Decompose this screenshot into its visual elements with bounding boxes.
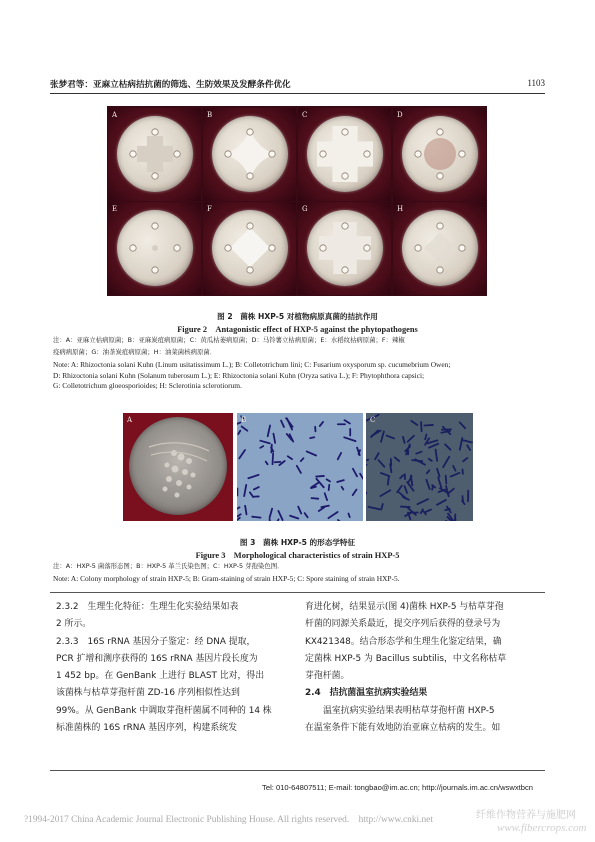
antagonist-dot: [269, 245, 275, 251]
bacterial-rod: [427, 458, 433, 463]
pathogen-colony: [152, 245, 158, 251]
bacterial-rod: [272, 433, 276, 444]
bacterial-rod: [380, 472, 391, 477]
antagonist-dot: [247, 173, 253, 179]
pathogen-colony: [230, 228, 270, 268]
bacterial-rod: [347, 512, 351, 518]
panel-label: C: [302, 111, 308, 119]
antagonist-dot: [437, 223, 443, 229]
bacterial-rod: [319, 421, 325, 428]
body-line: 2 所示。: [56, 619, 92, 630]
bacterial-rod: [441, 520, 448, 521]
bacterial-rod: [424, 508, 432, 513]
running-head-title: 张梦君等：亚麻立枯病拮抗菌的筛选、生防效果及发酵条件优化: [50, 80, 291, 90]
antagonist-dot: [459, 151, 465, 157]
bacterial-rod: [461, 469, 463, 475]
panel-label: C: [370, 416, 376, 424]
bacterial-rod: [238, 449, 246, 460]
figure-3-note-en: Note: A: Colony morphology of strain HXP-5; B: Gram-staining of strain HXP-5; C: Spore staining of strain HXP-5.: [53, 574, 400, 583]
figure-2-note-en-line: Note: A: Rhizoctonia solani Kuhn (Linum usitatissimum L.); B: Colletotrichum lini; C: Fusarium oxysporum sp. cucumebrium Owen;: [53, 360, 451, 369]
figure-3-caption-en: Figure 3 Morphological characteristics of strain HXP-5: [195, 551, 400, 560]
bacterial-rod: [296, 465, 303, 475]
footer-rule: [50, 770, 545, 771]
bacterial-rod: [377, 459, 385, 468]
bacterial-rod: [442, 455, 451, 468]
bacterial-rod: [402, 436, 406, 444]
bacterial-rod: [366, 463, 368, 468]
bacterial-rod: [379, 489, 391, 497]
bacterial-rod: [337, 452, 343, 461]
petri-dish: [307, 116, 383, 192]
spore-stain-rods: [366, 413, 473, 521]
bacterial-rod: [272, 453, 275, 466]
antagonist-dot: [437, 173, 443, 179]
bacterial-rod: [398, 491, 407, 500]
bacterial-rod: [259, 440, 271, 445]
bacterial-rod: [393, 456, 400, 462]
bacterial-rod: [303, 512, 309, 519]
bacterial-rod: [435, 449, 439, 462]
bacterial-rod: [436, 468, 441, 478]
header-rule: [50, 93, 545, 94]
antagonist-dot: [415, 151, 421, 157]
petri-dish: [402, 116, 478, 192]
antagonist-dot: [174, 245, 180, 251]
antagonist-dot: [320, 151, 326, 157]
bacterial-rod: [462, 457, 469, 463]
gram-stain-rods: [237, 413, 363, 521]
section-rule: [50, 592, 545, 593]
antagonist-dot: [247, 267, 253, 273]
body-right-column: [305, 599, 545, 737]
body-line: 1 452 bp。在 GenBank 上进行 BLAST 比对，得出: [56, 671, 265, 682]
antagonist-dot: [342, 129, 348, 135]
petri-dish: [117, 116, 193, 192]
bacterial-rod: [359, 472, 363, 480]
bacterial-rod: [249, 491, 255, 498]
bacterial-rod: [420, 421, 422, 432]
bacterial-rod: [297, 505, 302, 514]
panel-label: B: [207, 111, 213, 119]
bacterial-rod: [449, 472, 460, 478]
bacterial-rod: [374, 452, 380, 461]
bacterial-rod: [274, 461, 282, 463]
bacterial-rod: [337, 519, 345, 521]
antagonist-dot: [342, 267, 348, 273]
antagonist-dot: [342, 173, 348, 179]
bacterial-rod: [366, 458, 369, 462]
bacterial-rod: [349, 428, 351, 436]
bacterial-rod: [340, 486, 344, 491]
antagonism-plate: [298, 202, 391, 295]
bacterial-rod: [315, 475, 325, 478]
antagonism-plate: [108, 108, 201, 201]
bacterial-rod: [380, 430, 385, 443]
bacterial-rod: [286, 455, 293, 460]
bacterial-rod: [415, 451, 423, 455]
antagonist-dot: [247, 129, 253, 135]
figure-2-note-cn-1: 注：A：亚麻立枯病原菌；B：亚麻炭疽病原菌；C：黄瓜枯萎病原菌；D：马铃薯立枯病原菌；E：水稻纹枯病原菌；F：辣椒: [53, 336, 405, 344]
bacterial-rod: [410, 420, 418, 427]
antagonist-dot: [437, 267, 443, 273]
body-line: 温室抗病实验结果表明枯草芽孢杆菌 HXP-5: [323, 705, 495, 716]
body-line: 标准菌株的 16S rRNA 基因序列，构建系统发: [56, 723, 238, 734]
bacterial-rod: [454, 513, 456, 521]
bacterial-rod: [289, 515, 300, 520]
petri-dish: [307, 210, 383, 286]
bacterial-rod: [275, 518, 280, 521]
figure-2-note-en-line: G: Colletotrichum gloeosporioides; H: Sclerotinia sclerotiorum.: [53, 381, 242, 391]
bacterial-rod: [452, 465, 457, 472]
bacterial-rod: [403, 485, 408, 494]
section-heading: 2.4 拮抗菌温室抗病实验结果: [305, 688, 428, 699]
bacterial-rod: [371, 429, 382, 437]
antagonist-dot: [459, 245, 465, 251]
panel-label: G: [302, 205, 308, 213]
colony-streaks: [129, 417, 227, 515]
pathogen-colony: [224, 128, 276, 180]
bacterial-rod: [237, 429, 242, 435]
pathogen-colony: [137, 136, 173, 172]
bacterial-rod: [337, 423, 346, 425]
antagonist-dot: [130, 245, 136, 251]
pathogen-growth: [117, 210, 193, 286]
pathogen-growth: [117, 116, 193, 192]
bacterial-rod: [380, 503, 384, 511]
bacterial-rod: [254, 496, 260, 498]
antagonist-dot: [364, 245, 370, 251]
bacterial-rod: [264, 460, 268, 465]
pathogen-growth: [307, 210, 383, 286]
figure-3-panel-b: [237, 413, 363, 521]
body-line: 2.3.2 生理生化特征：生理生化实验结果如表: [56, 602, 239, 612]
bacterial-rod: [268, 508, 273, 519]
page-number: 1103: [527, 78, 545, 88]
bacterial-rod: [425, 479, 431, 491]
bacterial-rod: [278, 460, 286, 467]
bacterial-rod: [311, 497, 320, 499]
colony-plate: [129, 417, 227, 515]
pathogen-growth: [212, 116, 288, 192]
body-line: 该菌株与枯草芽孢杆菌 ZD-16 序列相似性达到: [56, 688, 240, 699]
antagonist-dot: [269, 151, 275, 157]
bacterial-rod: [244, 505, 247, 516]
bacterial-rod: [237, 506, 241, 511]
panel-label: B: [241, 416, 247, 424]
bacterial-rod: [436, 499, 447, 506]
panel-label: A: [112, 111, 118, 119]
bacterial-rod: [467, 490, 469, 503]
antagonist-dot: [415, 245, 421, 251]
antagonism-plate: [108, 202, 201, 295]
bacterial-rod: [240, 425, 248, 432]
antagonism-plate: [298, 108, 391, 201]
figure-3-note-cn: 注：A：HXP-5 菌落形态图；B：HXP-5 革兰氏染色图；C：HXP-5 芽孢染色图．: [53, 562, 284, 570]
antagonist-dot: [152, 173, 158, 179]
watermark-cn: 纤维作物营养与施肥网: [476, 810, 576, 821]
pathogen-colony: [424, 138, 456, 170]
bacterial-rod: [458, 421, 466, 429]
pathogen-colony: [319, 222, 371, 274]
antagonist-dot: [437, 129, 443, 135]
bacterial-rod: [459, 437, 464, 451]
panel-label: D: [397, 111, 403, 119]
bacterial-rod: [251, 516, 261, 519]
bacterial-rod: [299, 457, 304, 462]
pathogen-growth: [307, 116, 383, 192]
figure-3-panel-c: [366, 413, 473, 521]
panel-label: F: [207, 205, 212, 213]
bacterial-rod: [426, 469, 431, 475]
petri-dish: [117, 210, 193, 286]
antagonism-plate: [393, 202, 486, 295]
bacterial-rod: [343, 436, 357, 442]
antagonist-dot: [152, 223, 158, 229]
antagonist-dot: [152, 267, 158, 273]
bacterial-rod: [423, 424, 433, 426]
bacterial-rod: [466, 444, 472, 451]
petri-dish: [212, 116, 288, 192]
panel-label: E: [112, 205, 118, 213]
bacterial-rod: [336, 479, 345, 483]
antagonist-dot: [130, 151, 136, 157]
bacterial-rod: [270, 444, 272, 454]
bacterial-rod: [424, 433, 428, 440]
copyright-notice: ?1994-2017 China Academic Journal Electronic Publishing House. All rights reserved. http://www.cnki.net: [24, 815, 433, 825]
bacterial-rod: [462, 439, 473, 443]
bacterial-rod: [253, 486, 260, 491]
bacterial-rod: [243, 484, 247, 497]
figure-2-note-en: [53, 360, 545, 392]
bacterial-rod: [416, 498, 429, 506]
antagonism-plate: [393, 108, 486, 201]
bacterial-rod: [461, 495, 464, 503]
body-line: 在温室条件下能有效地防治亚麻立枯病的发生。如: [305, 723, 501, 734]
bacterial-rod: [351, 488, 357, 496]
body-line: 99%。从 GenBank 中调取芽孢杆菌属不同种的 14 株: [56, 705, 272, 716]
figure-2-image: [107, 106, 487, 296]
bacterial-rod: [445, 475, 448, 485]
antagonist-dot: [364, 151, 370, 157]
bacterial-rod: [327, 511, 339, 520]
body-line: 定菌株 HXP-5 为 Bacillus subtilis，中文名称枯草: [305, 653, 507, 664]
bacterial-rod: [269, 518, 272, 521]
bacterial-rod: [414, 458, 426, 466]
body-line: PCR 扩增和测序获得的 16S rRNA 基因片段长度为: [56, 653, 258, 664]
bacterial-rod: [305, 450, 317, 456]
bacterial-rod: [280, 419, 285, 428]
bacterial-rod: [399, 474, 405, 480]
body-line: KX421348。结合形态学和生理生化鉴定结果，确: [305, 636, 502, 647]
body-line: 杆菌的同源关系最近，提交序列后获得的登录号为: [305, 619, 501, 630]
antagonist-dot: [152, 129, 158, 135]
antagonist-dot: [320, 245, 326, 251]
bacterial-rod: [259, 445, 264, 449]
antagonist-dot: [225, 245, 231, 251]
pathogen-colony: [424, 232, 456, 264]
pathogen-growth: [402, 210, 478, 286]
bacterial-rod: [408, 512, 419, 514]
bacterial-rod: [324, 492, 329, 501]
bacterial-rod: [387, 476, 390, 486]
panel-label: H: [397, 205, 404, 213]
petri-dish: [402, 210, 478, 286]
bacterial-rod: [385, 434, 395, 439]
bacterial-rod: [366, 491, 368, 497]
figure-2-caption-en: Figure 2 Antagonistic effect of HXP-5 against the phytopathogens: [177, 325, 418, 334]
pathogen-growth: [212, 210, 288, 286]
bacterial-rod: [406, 434, 415, 443]
antagonism-plate: [203, 108, 296, 201]
bacterial-rod: [328, 484, 331, 491]
bacterial-rod: [314, 426, 316, 432]
figure-3-caption-cn: 图 3 菌株 HXP-5 的形态学特征: [239, 538, 356, 547]
body-line: 芽孢杆菌。: [305, 671, 350, 682]
bacterial-rod: [267, 424, 272, 437]
bacterial-rod: [247, 474, 259, 480]
body-line: 育进化树，结果显示(图 4)菌株 HXP-5 与枯草芽孢: [305, 602, 504, 612]
bacterial-rod: [406, 481, 415, 492]
bacterial-rod: [367, 506, 380, 511]
antagonist-dot: [247, 223, 253, 229]
contact-info: Tel: 010-64807511; E-mail: tongbao@im.ac.cn; http://journals.im.ac.cn/wswxtbcn: [262, 783, 533, 792]
antagonist-dot: [225, 151, 231, 157]
figure-2-note-en-line: D: Rhizoctonia solani Kuhn (Solanum tuberosum L.); E: Rhizoctonia solani Kuhn (Oryza sativa L.); F: Phytophthora capsici;: [53, 370, 425, 380]
petri-dish: [212, 210, 288, 286]
running-head: [50, 78, 545, 92]
figure-2-caption-cn: 图 2 菌株 HXP-5 对植物病原真菌的拮抗作用: [217, 312, 378, 321]
watermark-en: www.fibercrops.com: [497, 822, 587, 834]
bacterial-rod: [237, 488, 238, 497]
bacterial-rod: [309, 436, 315, 439]
figure-2-note-cn-2: 疫病病原菌；G：油茶炭疽病原菌；H：油菜菌核病原菌．: [53, 348, 217, 356]
panel-label: A: [127, 416, 133, 424]
antagonist-dot: [342, 223, 348, 229]
antagonism-plate: [203, 202, 296, 295]
figure-3-panel-a: [123, 413, 233, 521]
body-line: 2.3.3 16S rRNA 基因分子鉴定：经 DNA 提取，: [56, 636, 256, 647]
pathogen-growth: [402, 116, 478, 192]
bacterial-rod: [325, 478, 331, 483]
bacterial-rod: [404, 473, 406, 480]
antagonist-dot: [174, 151, 180, 157]
body-left-column: [56, 599, 292, 737]
bacterial-rod: [352, 468, 359, 478]
bacterial-rod: [444, 443, 452, 451]
bacterial-rod: [285, 417, 294, 428]
